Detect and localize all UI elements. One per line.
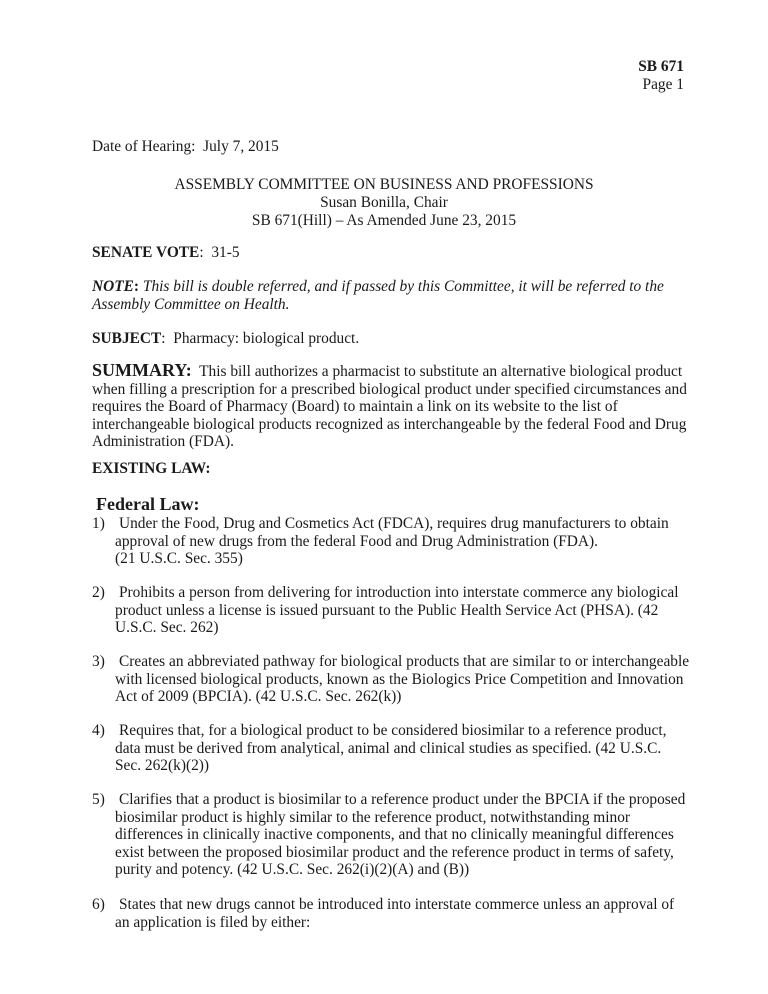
existing-law-item	[92, 515, 692, 568]
item-line: product unless a license is issued pursuant to the Public Health Service Act (PHSA). (42	[115, 601, 659, 619]
item-text	[115, 584, 692, 637]
note-text: This bill is double referred, and if passed by this Committee, it will be referred to the Assembly Committee on Health.	[92, 278, 664, 313]
item-text	[115, 722, 692, 775]
item-line: States that new drugs cannot be introduced into interstate commerce unless an approval of	[119, 896, 675, 913]
item-number: 5)	[92, 791, 105, 808]
federal-law-subheading: Federal Law:	[96, 494, 200, 514]
item-text	[115, 653, 692, 706]
item-line: U.S.C. Sec. 262)	[115, 619, 219, 636]
item-line: Requires that, for a biological product to be considered biosimilar to a reference product,	[119, 722, 667, 739]
page-number: Page 1	[642, 76, 684, 93]
item-line: with licensed biological products, known as the Biologics Price Competition and Innovation	[115, 670, 684, 688]
hearing-date	[92, 138, 279, 156]
item-number: 4)	[92, 722, 105, 739]
item-line: Under the Food, Drug and Cosmetics Act (FDCA), requires drug manufacturers to obtain	[119, 515, 669, 532]
existing-law-item	[92, 791, 692, 879]
item-text	[115, 515, 692, 568]
item-line: Creates an abbreviated pathway for biological products that are similar to or interchangeable	[119, 653, 690, 670]
bill-amended-line: SB 671(Hill) – As Amended June 23, 2015	[251, 212, 517, 229]
item-number: 3)	[92, 653, 105, 670]
item-line: Act of 2009 (BPCIA). (42 U.S.C. Sec. 262(k))	[115, 688, 402, 705]
item-number: 6)	[92, 896, 105, 913]
item-number: 2)	[92, 584, 105, 601]
existing-law-item	[92, 584, 692, 637]
existing-law-heading: EXISTING LAW:	[92, 460, 211, 477]
item-line: differences in clinically inactive components, and that no clinically meaningful differences	[115, 826, 674, 843]
item-line: (21 U.S.C. Sec. 355)	[115, 550, 243, 567]
item-line: data must be derived from analytical, animal and clinical studies as specified. (42 U.S.C.	[115, 739, 662, 757]
senate-vote-label: SENATE VOTE	[92, 244, 200, 261]
hearing-date-value: July 7, 2015	[203, 138, 279, 155]
summary-text: This bill authorizes a pharmacist to substitute an alternative biological product when filling a prescription for a prescribed biological product under specified circumstances and requires the Board of Pharmacy (Board) to maintain a link on its website to the list of interchangeable biological products recognized as interchangeable by the federal Food and Drug Administration (FDA).	[92, 363, 687, 450]
item-text	[115, 896, 692, 931]
note: NOTE: This bill is double referred, and if passed by this Committee, it will be referred to the Assembly Committee on Health.	[92, 278, 664, 313]
item-number: 1)	[92, 515, 105, 532]
item-line: purity and potency. (42 U.S.C. Sec. 262(i)(2)(A) and (B))	[115, 861, 470, 878]
item-line: Sec. 262(k)(2))	[115, 757, 210, 774]
item-line: Prohibits a person from delivering for introduction into interstate commerce any biological	[119, 584, 679, 601]
existing-law-item	[92, 722, 692, 775]
bill-id: SB 671	[638, 58, 684, 75]
committee-chair: Susan Bonilla, Chair	[320, 194, 448, 211]
subject: SUBJECT: Pharmacy: biological product.	[92, 330, 360, 347]
senate-vote-value: 31-5	[211, 244, 240, 261]
page-header	[638, 58, 684, 94]
item-line: Clarifies that a product is biosimilar to a reference product under the BPCIA if the proposed	[119, 791, 686, 808]
subject-label: SUBJECT	[92, 330, 162, 347]
item-line: exist between the proposed biosimilar product and the reference product in terms of safety,	[115, 843, 674, 861]
senate-vote: SENATE VOTE: 31-5	[92, 244, 240, 261]
summary-label: SUMMARY:	[92, 360, 192, 380]
summary	[92, 362, 688, 451]
subject-value: Pharmacy: biological product.	[173, 330, 360, 347]
note-label: NOTE	[92, 278, 134, 295]
item-line: approval of new drugs from the federal Food and Drug Administration (FDA).	[115, 532, 598, 550]
hearing-label: Date of Hearing:	[92, 138, 196, 155]
committee-name: ASSEMBLY COMMITTEE ON BUSINESS AND PROFESSIONS	[174, 176, 594, 193]
item-line: biosimilar product is highly similar to the reference product, notwithstanding minor	[115, 808, 631, 826]
item-text	[115, 791, 692, 879]
existing-law-item	[92, 896, 692, 931]
existing-law-item	[92, 653, 692, 706]
item-line: an application is filed by either:	[115, 913, 311, 931]
